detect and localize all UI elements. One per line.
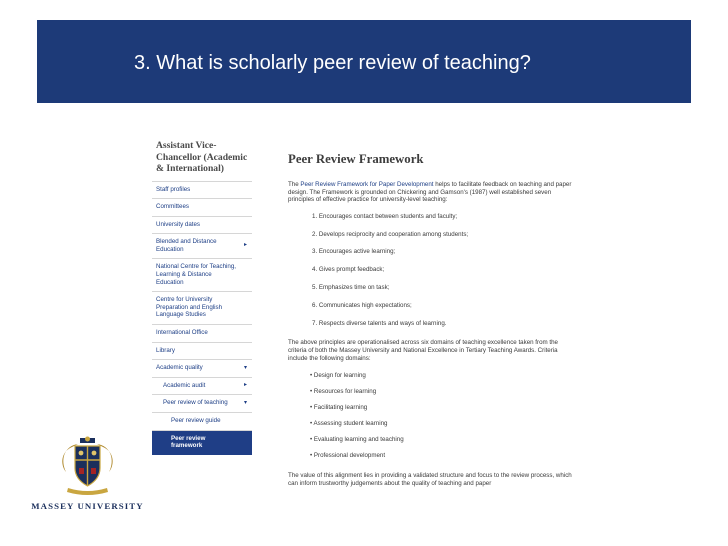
intro-paragraph <box>288 181 572 204</box>
sidebar-item-staff-profiles[interactable] <box>152 182 252 200</box>
domains-paragraph: The above principles are operationalised across six domains of teaching excellence taken from the criteria of both the Massey University and National Excellence in Tertiary Teaching Awards. Criteria include the following domains: <box>288 339 558 362</box>
list-item: 4. Gives prompt feedback; <box>312 266 385 274</box>
sidebar-item-peer-review-framework[interactable] <box>152 431 252 455</box>
sidebar-item-label: University dates <box>156 220 201 228</box>
university-crest-icon <box>20 436 155 498</box>
list-item: 2. Develops reciprocity and cooperation among students; <box>312 230 469 238</box>
list-item: 3. Encourages active learning; <box>312 248 396 256</box>
sidebar-item-library[interactable] <box>152 343 252 361</box>
main-content <box>288 152 572 487</box>
sidebar-nav <box>152 138 252 455</box>
list-item: 5. Emphasizes time on task; <box>312 283 390 291</box>
page-title: Peer Review Framework <box>288 152 424 166</box>
sidebar-item-label: Blended and Distance Education <box>156 238 217 253</box>
chevron-right-icon: ▸ <box>243 382 247 389</box>
sidebar-heading: Assistant Vice-Chancellor (Academic & International) <box>152 138 252 182</box>
sidebar-item-label: Library <box>156 346 175 354</box>
sidebar-item-peer-review-teaching[interactable] <box>152 395 252 413</box>
sidebar-item-label: Committees <box>156 203 190 211</box>
sidebar-item-blended-distance[interactable] <box>152 234 252 259</box>
sidebar-item-label: Peer review framework <box>171 434 206 450</box>
list-item: • Evaluating learning and teaching <box>310 436 404 444</box>
sidebar-item-label: Academic audit <box>163 381 206 389</box>
domains-list <box>288 372 572 468</box>
alignment-paragraph: The value of this alignment lies in providing a validated structure and focus to the review process, which can inform trustworthy judgements about the quality of teaching and paper <box>288 472 572 487</box>
chevron-down-icon: ▾ <box>243 364 247 371</box>
sidebar-item-international-office[interactable] <box>152 325 252 343</box>
sidebar-item-label: Academic quality <box>156 364 203 372</box>
sidebar-item-academic-audit[interactable] <box>152 378 252 396</box>
slide-title: 3. What is scholarly peer review of teaching? <box>134 52 531 74</box>
sidebar-item-national-centre[interactable] <box>152 259 252 292</box>
list-item: • Facilitating learning <box>310 404 368 412</box>
list-item: • Assessing student learning <box>310 420 388 428</box>
sidebar-item-academic-quality[interactable] <box>152 360 252 378</box>
sidebar-item-label: International Office <box>156 329 208 337</box>
intro-text: helps to facilitate feedback on teaching and paper design. The Framework is grounded on Chickering and Gamson's (1987) well established seven principles of effective practice for university-level teaching: <box>288 181 572 204</box>
webpage-screenshot <box>152 138 572 490</box>
sidebar-item-label: Peer review of teaching <box>163 399 228 407</box>
sidebar-item-label: Centre for University Preparation and English Language Studies <box>156 296 223 319</box>
list-item: • Design for learning <box>310 372 366 380</box>
list-item: • Resources for learning <box>310 388 377 396</box>
chevron-right-icon: ▸ <box>243 242 247 249</box>
sidebar-item-centre-university-prep[interactable] <box>152 292 252 325</box>
list-item: 6. Communicates high expectations; <box>312 301 412 309</box>
framework-link[interactable]: Peer Review Framework for Paper Development <box>300 181 434 188</box>
sidebar-item-peer-review-guide[interactable] <box>152 413 252 431</box>
list-item: • Professional development <box>310 452 386 460</box>
sidebar-item-label: National Centre for Teaching, Learning & Distance Education <box>156 263 237 286</box>
sidebar-item-committees[interactable] <box>152 199 252 217</box>
intro-prefix: The <box>288 181 301 188</box>
chevron-down-icon: ▾ <box>243 399 247 406</box>
list-item: 1. Encourages contact between students and faculty; <box>312 212 458 220</box>
massey-logo <box>20 436 155 516</box>
principles-list <box>288 213 572 338</box>
list-item: 7. Respects diverse talents and ways of learning. <box>312 319 447 327</box>
sidebar-item-university-dates[interactable] <box>152 217 252 235</box>
sidebar-item-label: Staff profiles <box>156 185 191 193</box>
sidebar-item-label: Peer review guide <box>171 417 221 424</box>
university-name: MASSEY UNIVERSITY <box>31 501 144 511</box>
